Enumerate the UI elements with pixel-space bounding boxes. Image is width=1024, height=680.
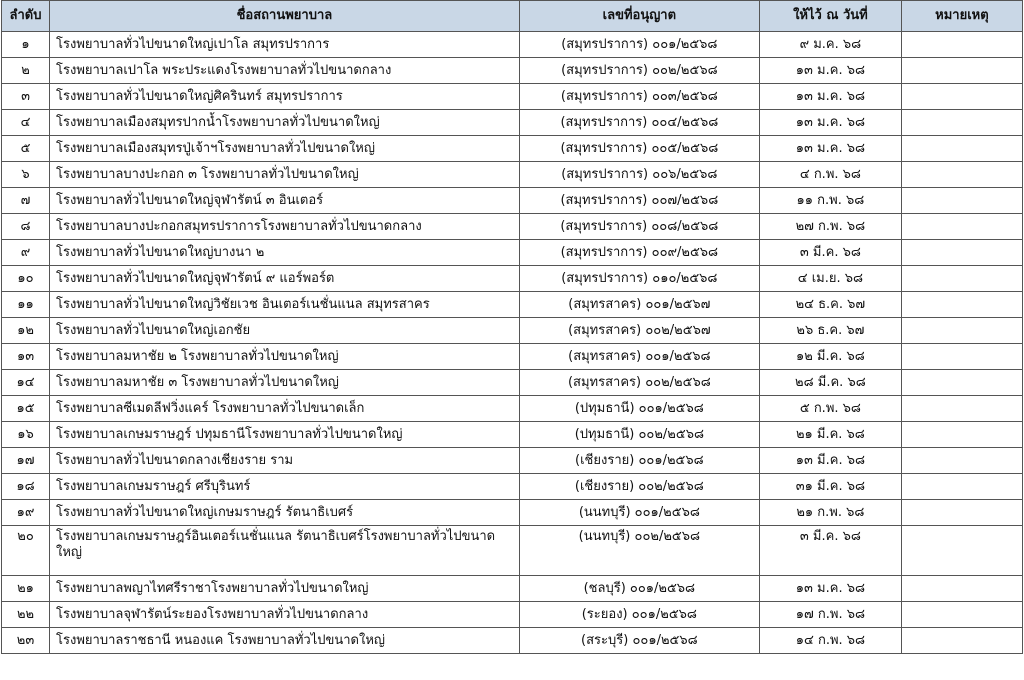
cell-hospital-name: โรงพยาบาลบางปะกอกสมุทรปราการโรงพยาบาลทั่วไปขนาดกลาง [50, 214, 520, 240]
cell-no: ๑๐ [2, 266, 50, 292]
cell-no: ๑๖ [2, 422, 50, 448]
cell-no: ๓ [2, 84, 50, 110]
cell-license-number: (ระยอง) ๐๐๑/๒๕๖๘ [519, 602, 759, 628]
table-row [2, 162, 1023, 188]
cell-note [901, 318, 1022, 344]
cell-hospital-name: โรงพยาบาลทั่วไปขนาดใหญ่เกษมราษฎร์ รัตนาธิเบศร์ [50, 500, 520, 526]
cell-hospital-name: โรงพยาบาลทั่วไปขนาดใหญ่เอกชัย [50, 318, 520, 344]
table-row [2, 370, 1023, 396]
cell-issue-date: ๑๓ มี.ค. ๖๘ [759, 448, 901, 474]
cell-no: ๘ [2, 214, 50, 240]
cell-issue-date: ๑๓ ม.ค. ๖๘ [759, 110, 901, 136]
cell-note [901, 526, 1022, 576]
cell-hospital-name: โรงพยาบาลราชธานี หนองแค โรงพยาบาลทั่วไปขนาดใหญ่ [50, 628, 520, 654]
table-row [2, 136, 1023, 162]
header-note: หมายเหตุ [901, 1, 1022, 32]
cell-no: ๑๔ [2, 370, 50, 396]
table-row [2, 344, 1023, 370]
cell-no: ๕ [2, 136, 50, 162]
table-row [2, 84, 1023, 110]
cell-issue-date: ๕ ก.พ. ๖๘ [759, 396, 901, 422]
cell-note [901, 448, 1022, 474]
cell-issue-date: ๒๗ ก.พ. ๖๘ [759, 214, 901, 240]
cell-no: ๒๒ [2, 602, 50, 628]
cell-hospital-name: โรงพยาบาลบางปะกอก ๓ โรงพยาบาลทั่วไปขนาดใหญ่ [50, 162, 520, 188]
cell-note [901, 370, 1022, 396]
cell-issue-date: ๒๔ ธ.ค. ๖๗ [759, 292, 901, 318]
cell-license-number: (สระบุรี) ๐๐๑/๒๕๖๘ [519, 628, 759, 654]
cell-issue-date: ๔ ก.พ. ๖๘ [759, 162, 901, 188]
cell-note [901, 602, 1022, 628]
cell-hospital-name: โรงพยาบาลทั่วไปขนาดใหญ่เปาโล สมุทรปราการ [50, 32, 520, 58]
cell-no: ๑๕ [2, 396, 50, 422]
table-row [2, 474, 1023, 500]
cell-hospital-name: โรงพยาบาลมหาชัย ๒ โรงพยาบาลทั่วไปขนาดใหญ่ [50, 344, 520, 370]
cell-no: ๗ [2, 188, 50, 214]
table-row [2, 396, 1023, 422]
cell-hospital-name: โรงพยาบาลพญาไทศรีราชาโรงพยาบาลทั่วไปขนาดใหญ่ [50, 576, 520, 602]
hospital-license-table [1, 0, 1023, 654]
cell-note [901, 84, 1022, 110]
cell-hospital-name: โรงพยาบาลทั่วไปขนาดใหญ่ศิครินทร์ สมุทรปราการ [50, 84, 520, 110]
cell-issue-date: ๔ เม.ย. ๖๘ [759, 266, 901, 292]
cell-issue-date: ๓๑ มี.ค. ๖๘ [759, 474, 901, 500]
header-license: เลขที่อนุญาต [519, 1, 759, 32]
cell-issue-date: ๑๓ ม.ค. ๖๘ [759, 58, 901, 84]
table-row [2, 58, 1023, 84]
cell-no: ๑๗ [2, 448, 50, 474]
cell-hospital-name: โรงพยาบาลซีเมดลีฟวิ่งแคร์ โรงพยาบาลทั่วไปขนาดเล็ก [50, 396, 520, 422]
header-date: ให้ไว้ ณ วันที่ [759, 1, 901, 32]
cell-no: ๑ [2, 32, 50, 58]
cell-hospital-name: โรงพยาบาลเกษมราษฎร์ ศรีบุรินทร์ [50, 474, 520, 500]
cell-license-number: (สมุทรปราการ) ๐๐๖/๒๕๖๘ [519, 162, 759, 188]
cell-license-number: (ชลบุรี) ๐๐๑/๒๕๖๘ [519, 576, 759, 602]
cell-license-number: (สมุทรสาคร) ๐๐๑/๒๕๖๗ [519, 292, 759, 318]
cell-license-number: (สมุทรปราการ) ๐๑๐/๒๕๖๘ [519, 266, 759, 292]
cell-hospital-name: โรงพยาบาลเปาโล พระประแดงโรงพยาบาลทั่วไปขนาดกลาง [50, 58, 520, 84]
cell-no: ๑๓ [2, 344, 50, 370]
cell-license-number: (สมุทรปราการ) ๐๐๗/๒๕๖๘ [519, 188, 759, 214]
cell-no: ๒ [2, 58, 50, 84]
cell-issue-date: ๓ มี.ค. ๖๘ [759, 526, 901, 576]
cell-note [901, 628, 1022, 654]
cell-issue-date: ๙ ม.ค. ๖๘ [759, 32, 901, 58]
cell-issue-date: ๑๔ ก.พ. ๖๘ [759, 628, 901, 654]
cell-note [901, 110, 1022, 136]
table-row [2, 526, 1023, 576]
cell-license-number: (สมุทรปราการ) ๐๐๕/๒๕๖๘ [519, 136, 759, 162]
cell-license-number: (สมุทรสาคร) ๐๐๒/๒๕๖๗ [519, 318, 759, 344]
header-name: ชื่อสถานพยาบาล [50, 1, 520, 32]
cell-hospital-name: โรงพยาบาลทั่วไปขนาดใหญ่จุฬารัตน์ ๙ แอร์พอร์ต [50, 266, 520, 292]
cell-license-number: (เชียงราย) ๐๐๒/๒๕๖๘ [519, 474, 759, 500]
cell-hospital-name: โรงพยาบาลทั่วไปขนาดกลางเชียงราย ราม [50, 448, 520, 474]
cell-note [901, 240, 1022, 266]
cell-no: ๑๒ [2, 318, 50, 344]
cell-note [901, 422, 1022, 448]
cell-license-number: (สมุทรสาคร) ๐๐๑/๒๕๖๘ [519, 344, 759, 370]
table-row [2, 110, 1023, 136]
cell-no: ๑๑ [2, 292, 50, 318]
cell-issue-date: ๑๑ ก.พ. ๖๘ [759, 188, 901, 214]
cell-license-number: (สมุทรปราการ) ๐๐๓/๒๕๖๘ [519, 84, 759, 110]
cell-hospital-name: โรงพยาบาลเกษมราษฎร์ ปทุมธานีโรงพยาบาลทั่วไปขนาดใหญ่ [50, 422, 520, 448]
cell-license-number: (นนทบุรี) ๐๐๑/๒๕๖๘ [519, 500, 759, 526]
cell-license-number: (สมุทรสาคร) ๐๐๒/๒๕๖๘ [519, 370, 759, 396]
table-row [2, 214, 1023, 240]
cell-license-number: (นนทบุรี) ๐๐๒/๒๕๖๘ [519, 526, 759, 576]
table-row [2, 188, 1023, 214]
cell-no: ๑๙ [2, 500, 50, 526]
cell-issue-date: ๑๓ ม.ค. ๖๘ [759, 136, 901, 162]
cell-no: ๔ [2, 110, 50, 136]
table-row [2, 266, 1023, 292]
table-header-row [2, 1, 1023, 32]
cell-no: ๒๓ [2, 628, 50, 654]
header-no: ลำดับ [2, 1, 50, 32]
cell-no: ๑๘ [2, 474, 50, 500]
table-row [2, 448, 1023, 474]
cell-note [901, 32, 1022, 58]
cell-issue-date: ๑๓ ม.ค. ๖๘ [759, 576, 901, 602]
cell-hospital-name: โรงพยาบาลทั่วไปขนาดใหญ่บางนา ๒ [50, 240, 520, 266]
cell-note [901, 214, 1022, 240]
cell-no: ๙ [2, 240, 50, 266]
cell-license-number: (สมุทรปราการ) ๐๐๘/๒๕๖๘ [519, 214, 759, 240]
cell-note [901, 162, 1022, 188]
cell-hospital-name: โรงพยาบาลจุฬารัตน์ระยองโรงพยาบาลทั่วไปขนาดกลาง [50, 602, 520, 628]
cell-hospital-name: โรงพยาบาลทั่วไปขนาดใหญ่จุฬารัตน์ ๓ อินเตอร์ [50, 188, 520, 214]
table-row [2, 292, 1023, 318]
cell-note [901, 58, 1022, 84]
cell-hospital-name: โรงพยาบาลทั่วไปขนาดใหญ่วิชัยเวช อินเตอร์เนชั่นแนล สมุทรสาคร [50, 292, 520, 318]
cell-issue-date: ๒๑ มี.ค. ๖๘ [759, 422, 901, 448]
cell-no: ๒๐ [2, 526, 50, 576]
cell-issue-date: ๑๓ ม.ค. ๖๘ [759, 84, 901, 110]
table-row [2, 576, 1023, 602]
cell-license-number: (ปทุมธานี) ๐๐๒/๒๕๖๘ [519, 422, 759, 448]
cell-hospital-name: โรงพยาบาลเมืองสมุทรปากน้ำโรงพยาบาลทั่วไปขนาดใหญ่ [50, 110, 520, 136]
cell-license-number: (สมุทรปราการ) ๐๐๙/๒๕๖๘ [519, 240, 759, 266]
table-row [2, 422, 1023, 448]
cell-license-number: (เชียงราย) ๐๐๑/๒๕๖๘ [519, 448, 759, 474]
cell-issue-date: ๓ มี.ค. ๖๘ [759, 240, 901, 266]
table-row [2, 32, 1023, 58]
table-row [2, 602, 1023, 628]
cell-no: ๒๑ [2, 576, 50, 602]
cell-note [901, 474, 1022, 500]
cell-note [901, 266, 1022, 292]
cell-issue-date: ๒๘ มี.ค. ๖๘ [759, 370, 901, 396]
cell-issue-date: ๒๖ ธ.ค. ๖๗ [759, 318, 901, 344]
cell-hospital-name: โรงพยาบาลเกษมราษฎร์อินเตอร์เนชั่นแนล รัตนาธิเบศร์โรงพยาบาลทั่วไปขนาดใหญ่ [50, 526, 520, 576]
cell-license-number: (สมุทรปราการ) ๐๐๒/๒๕๖๘ [519, 58, 759, 84]
cell-note [901, 136, 1022, 162]
cell-issue-date: ๒๑ ก.พ. ๖๘ [759, 500, 901, 526]
cell-note [901, 344, 1022, 370]
cell-license-number: (สมุทรปราการ) ๐๐๑/๒๕๖๘ [519, 32, 759, 58]
table-row [2, 628, 1023, 654]
cell-hospital-name: โรงพยาบาลเมืองสมุทรปู่เจ้าฯโรงพยาบาลทั่วไปขนาดใหญ่ [50, 136, 520, 162]
cell-license-number: (ปทุมธานี) ๐๐๑/๒๕๖๘ [519, 396, 759, 422]
cell-note [901, 188, 1022, 214]
cell-issue-date: ๑๒ มี.ค. ๖๘ [759, 344, 901, 370]
cell-note [901, 292, 1022, 318]
cell-issue-date: ๑๗ ก.พ. ๖๘ [759, 602, 901, 628]
cell-hospital-name: โรงพยาบาลมหาชัย ๓ โรงพยาบาลทั่วไปขนาดใหญ่ [50, 370, 520, 396]
cell-no: ๖ [2, 162, 50, 188]
table-row [2, 240, 1023, 266]
cell-note [901, 500, 1022, 526]
cell-note [901, 576, 1022, 602]
cell-license-number: (สมุทรปราการ) ๐๐๔/๒๕๖๘ [519, 110, 759, 136]
table-row [2, 318, 1023, 344]
table-row [2, 500, 1023, 526]
cell-note [901, 396, 1022, 422]
